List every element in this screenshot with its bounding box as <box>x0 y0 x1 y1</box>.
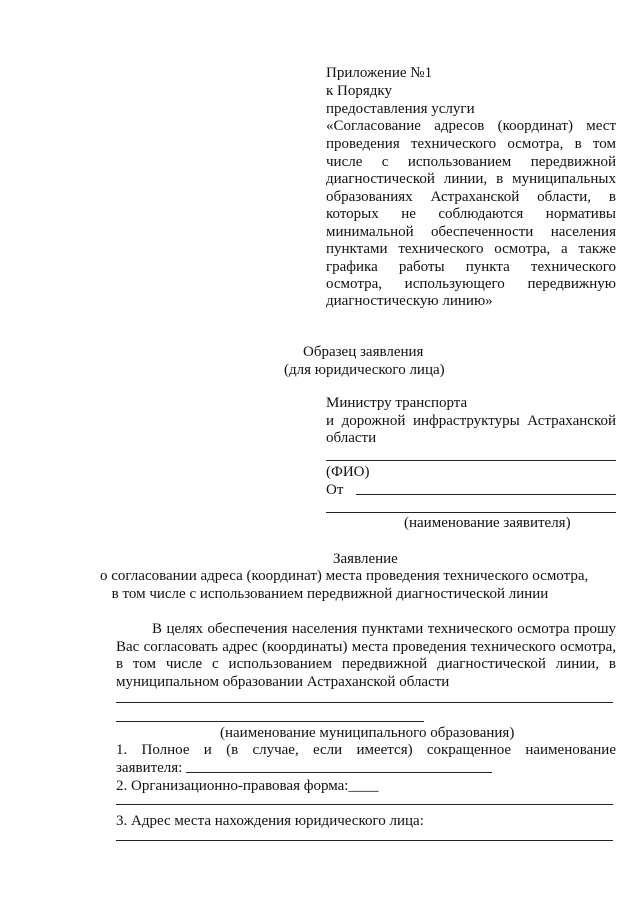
applicant-caption: (наименование заявителя) <box>404 515 571 531</box>
body-line: в том числе с использованием передвижной диагностической линии, в <box>116 656 616 672</box>
appendix-title: Приложение №1 <box>326 65 433 81</box>
fio-label: (ФИО) <box>326 464 370 480</box>
addressee-line: Министру транспорта <box>326 395 468 411</box>
addressee-line: области <box>326 430 377 446</box>
fio-blank-line[interactable] <box>326 460 616 461</box>
statement-subject: в том числе с использованием передвижной диагностической линии <box>111 586 549 602</box>
item-1-continuation: заявителя: <box>116 760 183 776</box>
statement-title: Заявление <box>333 551 398 567</box>
appendix-line: предоставления услуги <box>326 101 475 117</box>
appendix-line: числе с использованием передвижной <box>326 154 616 170</box>
municipality-caption: (наименование муниципального образования) <box>220 725 515 741</box>
from-label: От <box>326 482 344 498</box>
applicant-name-blank-line[interactable] <box>186 772 492 773</box>
body-line: муниципальном образовании Астраханской области <box>116 674 450 690</box>
addressee-line: и дорожной инфраструктуры Астраханской <box>326 413 616 429</box>
appendix-line: образованиях Астраханской области, в <box>326 189 616 205</box>
item-3-label: 3. Адрес места нахождения юридического лица: <box>116 813 424 829</box>
legal-form-blank-line[interactable] <box>116 804 613 805</box>
item-2-label: 2. Организационно-правовая форма:____ <box>116 778 379 794</box>
address-blank-line[interactable] <box>116 840 613 841</box>
appendix-line: диагностическую линию» <box>326 293 493 309</box>
appendix-line: минимальной обеспеченности населения <box>326 224 616 240</box>
appendix-line: «Согласование адресов (координат) мест <box>326 118 616 134</box>
sample-subtitle: (для юридического лица) <box>284 362 445 378</box>
appendix-line: осмотра, использующего передвижную <box>326 276 616 292</box>
municipality-blank-line-2[interactable] <box>116 721 424 722</box>
appendix-line: графика работы пункта технического <box>326 259 616 275</box>
from-blank-line[interactable] <box>356 494 616 495</box>
item-1-label: 1. Полное и (в случае, если имеется) сокращенное наименование <box>116 742 616 758</box>
municipality-blank-line[interactable] <box>116 702 613 703</box>
appendix-line: проведения технического осмотра, в том <box>326 136 616 152</box>
appendix-line: к Порядку <box>326 83 392 99</box>
appendix-line: которых не соблюдаются нормативы <box>326 206 616 222</box>
body-line: В целях обеспечения населения пунктами технического осмотра прошу <box>152 621 616 637</box>
sample-title: Образец заявления <box>303 344 424 360</box>
appendix-line: диагностической линии, в муниципальных <box>326 171 616 187</box>
applicant-blank-line[interactable] <box>326 512 616 513</box>
body-line: Вас согласовать адрес (координаты) места проведения технического осмотра, <box>116 639 616 655</box>
statement-subject: о согласовании адреса (координат) места проведения технического осмотра, <box>100 568 589 584</box>
appendix-line: пунктами технического осмотра, а также <box>326 241 616 257</box>
